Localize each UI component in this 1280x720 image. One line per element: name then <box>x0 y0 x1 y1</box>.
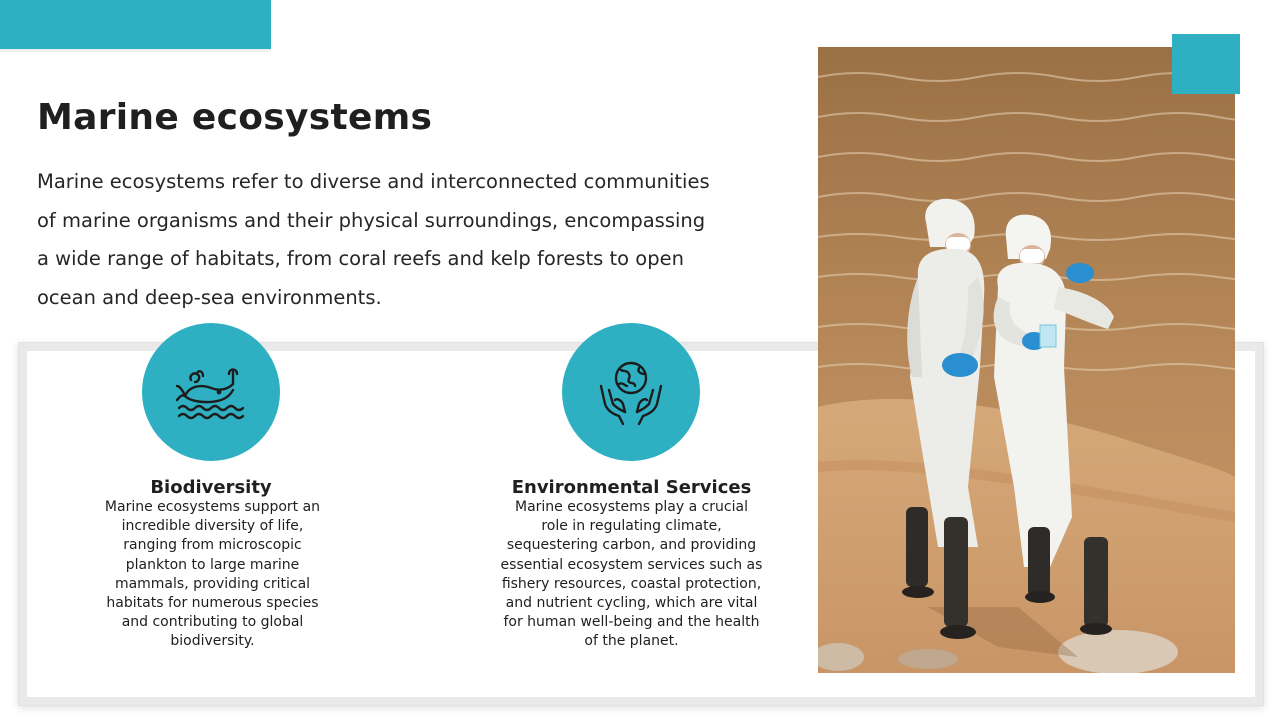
environmental-services-text: Marine ecosystems play a crucial role in regulating climate, sequestering carbon, and providing essential ecosystem services such as fishery resources, coastal protection, and nutrient cycling, which are vital for human well-being and the health of the planet. <box>500 499 763 650</box>
scientists-on-beach-photo <box>818 47 1235 673</box>
intro-paragraph: Marine ecosystems refer to diverse and interconnected communities of marine organisms and their physical surroundings, encompassing a wide range of habitats, from coral reefs and kelp forests to open ocean and deep-sea environments. <box>37 170 710 309</box>
header-accent-shadow <box>0 49 271 52</box>
biodiversity-text: Marine ecosystems support an incredible diversity of life, ranging from microscopic plankton to large marine mammals, providing critical habitats for numerous species and contributing to global biodiversity. <box>104 499 321 650</box>
whale-icon <box>175 356 247 428</box>
earth-in-hands-icon <box>595 356 667 428</box>
biodiversity-title: Biodiversity <box>150 477 272 498</box>
header-accent-bar <box>0 0 271 49</box>
slide-title: Marine ecosystems <box>37 97 433 138</box>
photo-accent-square <box>1172 34 1240 94</box>
environmental-services-title: Environmental Services <box>511 477 752 498</box>
environmental-services-icon-circle <box>562 323 700 461</box>
biodiversity-icon-circle <box>142 323 280 461</box>
